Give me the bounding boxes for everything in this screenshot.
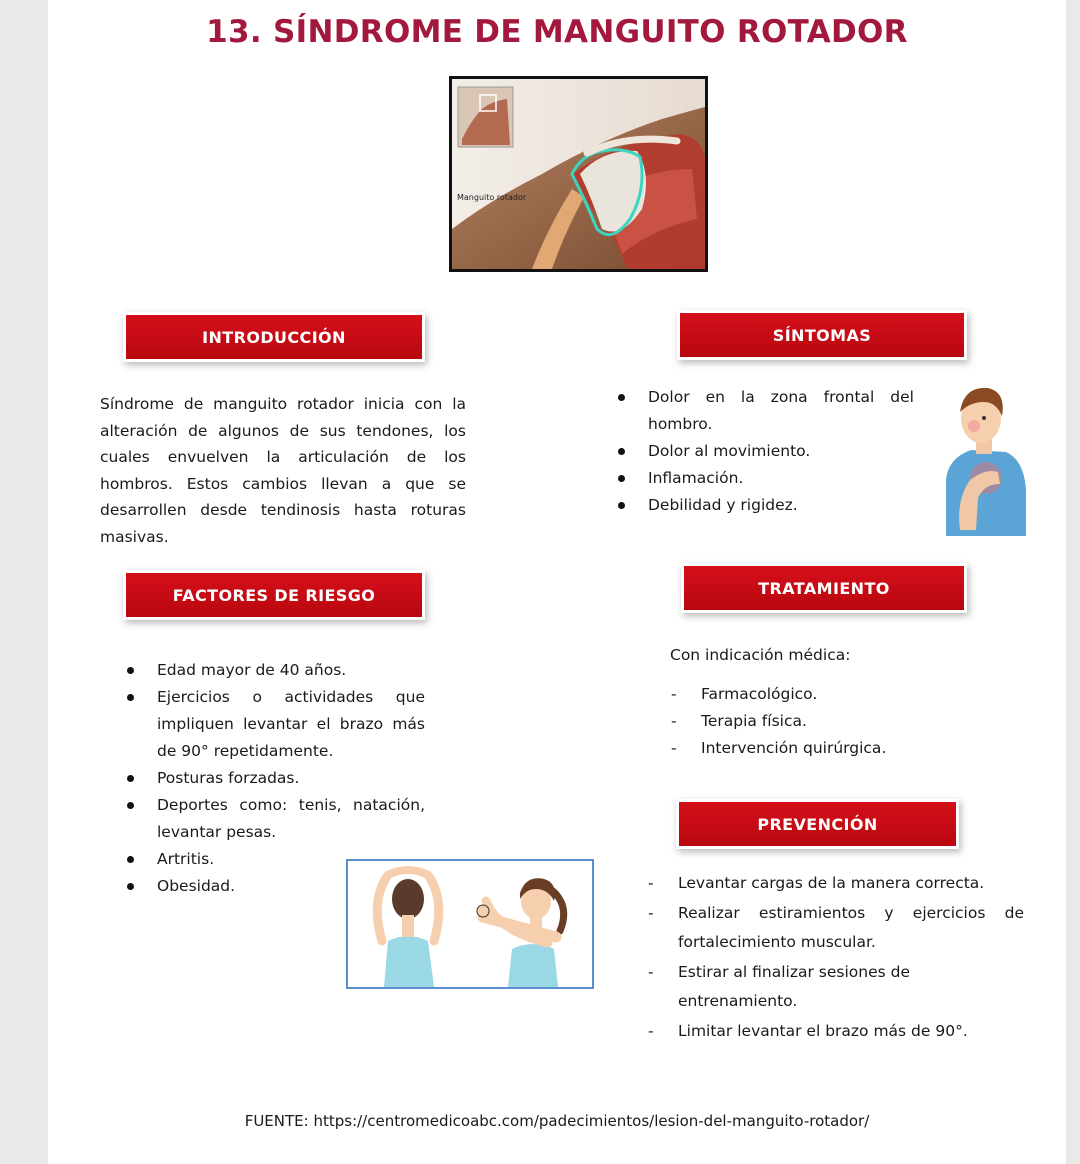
shoulder-pain-man-icon (926, 380, 1028, 536)
list-item: Dolor en la zona frontal del hombro. (618, 384, 914, 438)
introduccion-text: Síndrome de manguito rotador inicia con la alteración de algunos de sus tendones, los cuales envuelven la articulación de los hombros. Estos cambios llevan a que se desarrollen desde tendinosis hasta roturas masivas. (100, 395, 466, 546)
list-item: - Farmacológico. (669, 681, 969, 708)
list-item: - Terapia física. (669, 708, 969, 735)
list-item: - Realizar estiramientos y ejercicios de fortalecimiento muscular. (646, 899, 1024, 958)
tratamiento-list (669, 681, 969, 762)
tratamiento-header: TRATAMIENTO (684, 566, 964, 610)
list-item: Debilidad y rigidez. (618, 492, 914, 519)
list-item: - Intervención quirúrgica. (669, 735, 969, 762)
introduccion-header: INTRODUCCIÓN (126, 315, 422, 359)
source-citation: FUENTE: https://centromedicoabc.com/padecimientos/lesion-del-manguito-rotador/ (244, 1112, 870, 1130)
list-item: Obesidad. (127, 873, 425, 900)
factores-header: FACTORES DE RIESGO (126, 573, 422, 617)
list-item: Posturas forzadas. (127, 765, 425, 792)
list-item: Ejercicios o actividades que impliquen levantar el brazo más de 90° repetidamente. (127, 684, 425, 765)
prevencion-list (646, 869, 1024, 1046)
shoulder-anatomy-icon (452, 79, 705, 269)
list-item: - Limitar levantar el brazo más de 90°. (646, 1017, 1024, 1047)
sintomas-list (618, 384, 914, 519)
list-item: Inflamación. (618, 465, 914, 492)
stretch-exercises-icon (348, 861, 592, 987)
list-item: Edad mayor de 40 años. (127, 657, 425, 684)
list-item: Deportes como: tenis, natación, levantar pesas. (127, 792, 425, 846)
prevencion-header: PREVENCIÓN (679, 802, 956, 846)
shoulder-pain-image (926, 380, 1028, 536)
list-item: - Levantar cargas de la manera correcta. (646, 869, 1024, 899)
tratamiento-intro: Con indicación médica: (670, 646, 851, 664)
page (48, 0, 1066, 1164)
list-item: - Estirar al finalizar sesiones de entrenamiento. (646, 958, 1024, 1017)
list-item: Dolor al movimiento. (618, 438, 914, 465)
page-title: 13. SÍNDROME DE MANGUITO ROTADOR (206, 14, 908, 50)
hero-label: Manguito rotador (457, 193, 527, 202)
sintomas-header: SÍNTOMAS (680, 313, 964, 357)
list-item: Artritis. (127, 846, 425, 873)
stretch-exercises-image (346, 859, 594, 989)
shoulder-anatomy-image (449, 76, 708, 272)
